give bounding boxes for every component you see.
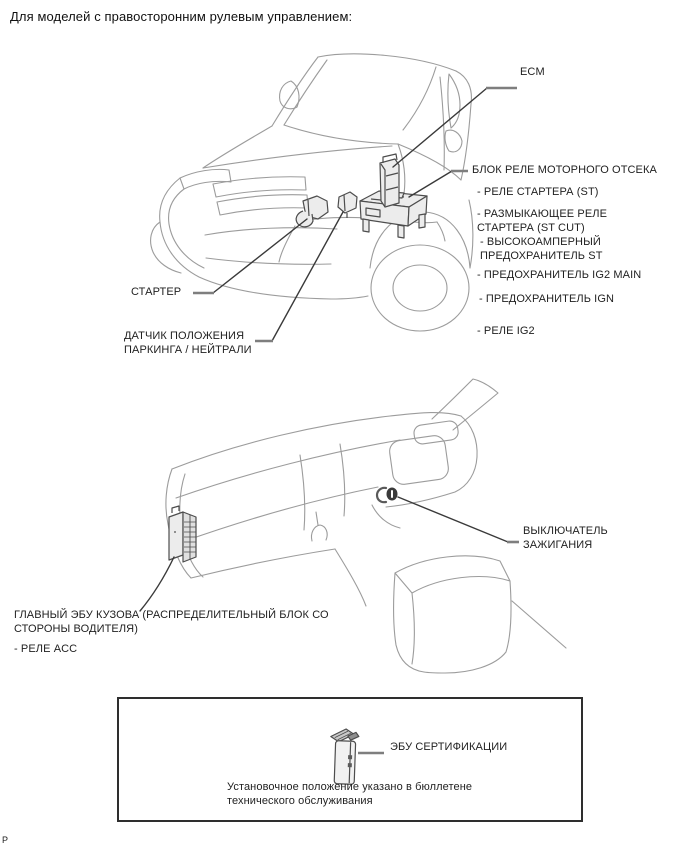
relay-block-label: БЛОК РЕЛЕ МОТОРНОГО ОТСЕКА	[472, 164, 657, 176]
main-body-ecu-item: - РЕЛЕ ACC	[14, 643, 78, 655]
park-neutral-sensor-icon	[338, 192, 357, 218]
relay-block-item: - РАЗМЫКАЮЩЕЕ РЕЛЕ СТАРТЕРА (ST CUT)	[477, 208, 608, 234]
ecm-label: ECM	[520, 66, 545, 78]
starter-label: СТАРТЕР	[131, 286, 182, 298]
ignition-switch-label: ВЫКЛЮЧАТЕЛЬ ЗАЖИГАНИЯ	[523, 525, 608, 551]
relay-block-item: - ВЫСОКОАМПЕРНЫЙ ПРЕДОХРАНИТЕЛЬ ST	[480, 236, 603, 262]
relay-block-item: - РЕЛЕ IG2	[477, 325, 535, 337]
car-front-illustration	[151, 54, 473, 331]
relay-block-item: - ПРЕДОХРАНИТЕЛЬ IGN	[479, 293, 615, 305]
main-body-ecu-label: ГЛАВНЫЙ ЭБУ КУЗОВА (РАСПРЕДЕЛИТЕЛЬНЫЙ БЛОК СО СТОРОНЫ ВОДИТЕЛЯ)	[14, 609, 329, 635]
certification-ecu-label: ЭБУ СЕРТИФИКАЦИИ	[390, 741, 508, 753]
page-marker: P	[2, 835, 9, 845]
note-text: Установочное положение указано в бюллетене технического обслуживания	[227, 781, 473, 807]
main-body-ecu-icon	[169, 506, 196, 562]
starter-component-icon	[296, 196, 328, 227]
ecm-component-icon	[380, 154, 399, 207]
relay-block-item: - ПРЕДОХРАНИТЕЛЬ IG2 MAIN	[477, 269, 642, 281]
relay-block-item: - РЕЛЕ СТАРТЕРА (ST)	[477, 186, 599, 198]
ignition-switch-icon	[377, 488, 398, 503]
park-neutral-sensor-label: ДАТЧИК ПОЛОЖЕНИЯ ПАРКИНГА / НЕЙТРАЛИ	[124, 330, 252, 356]
page-title: Для моделей с правосторонним рулевым управлением:	[10, 9, 353, 24]
